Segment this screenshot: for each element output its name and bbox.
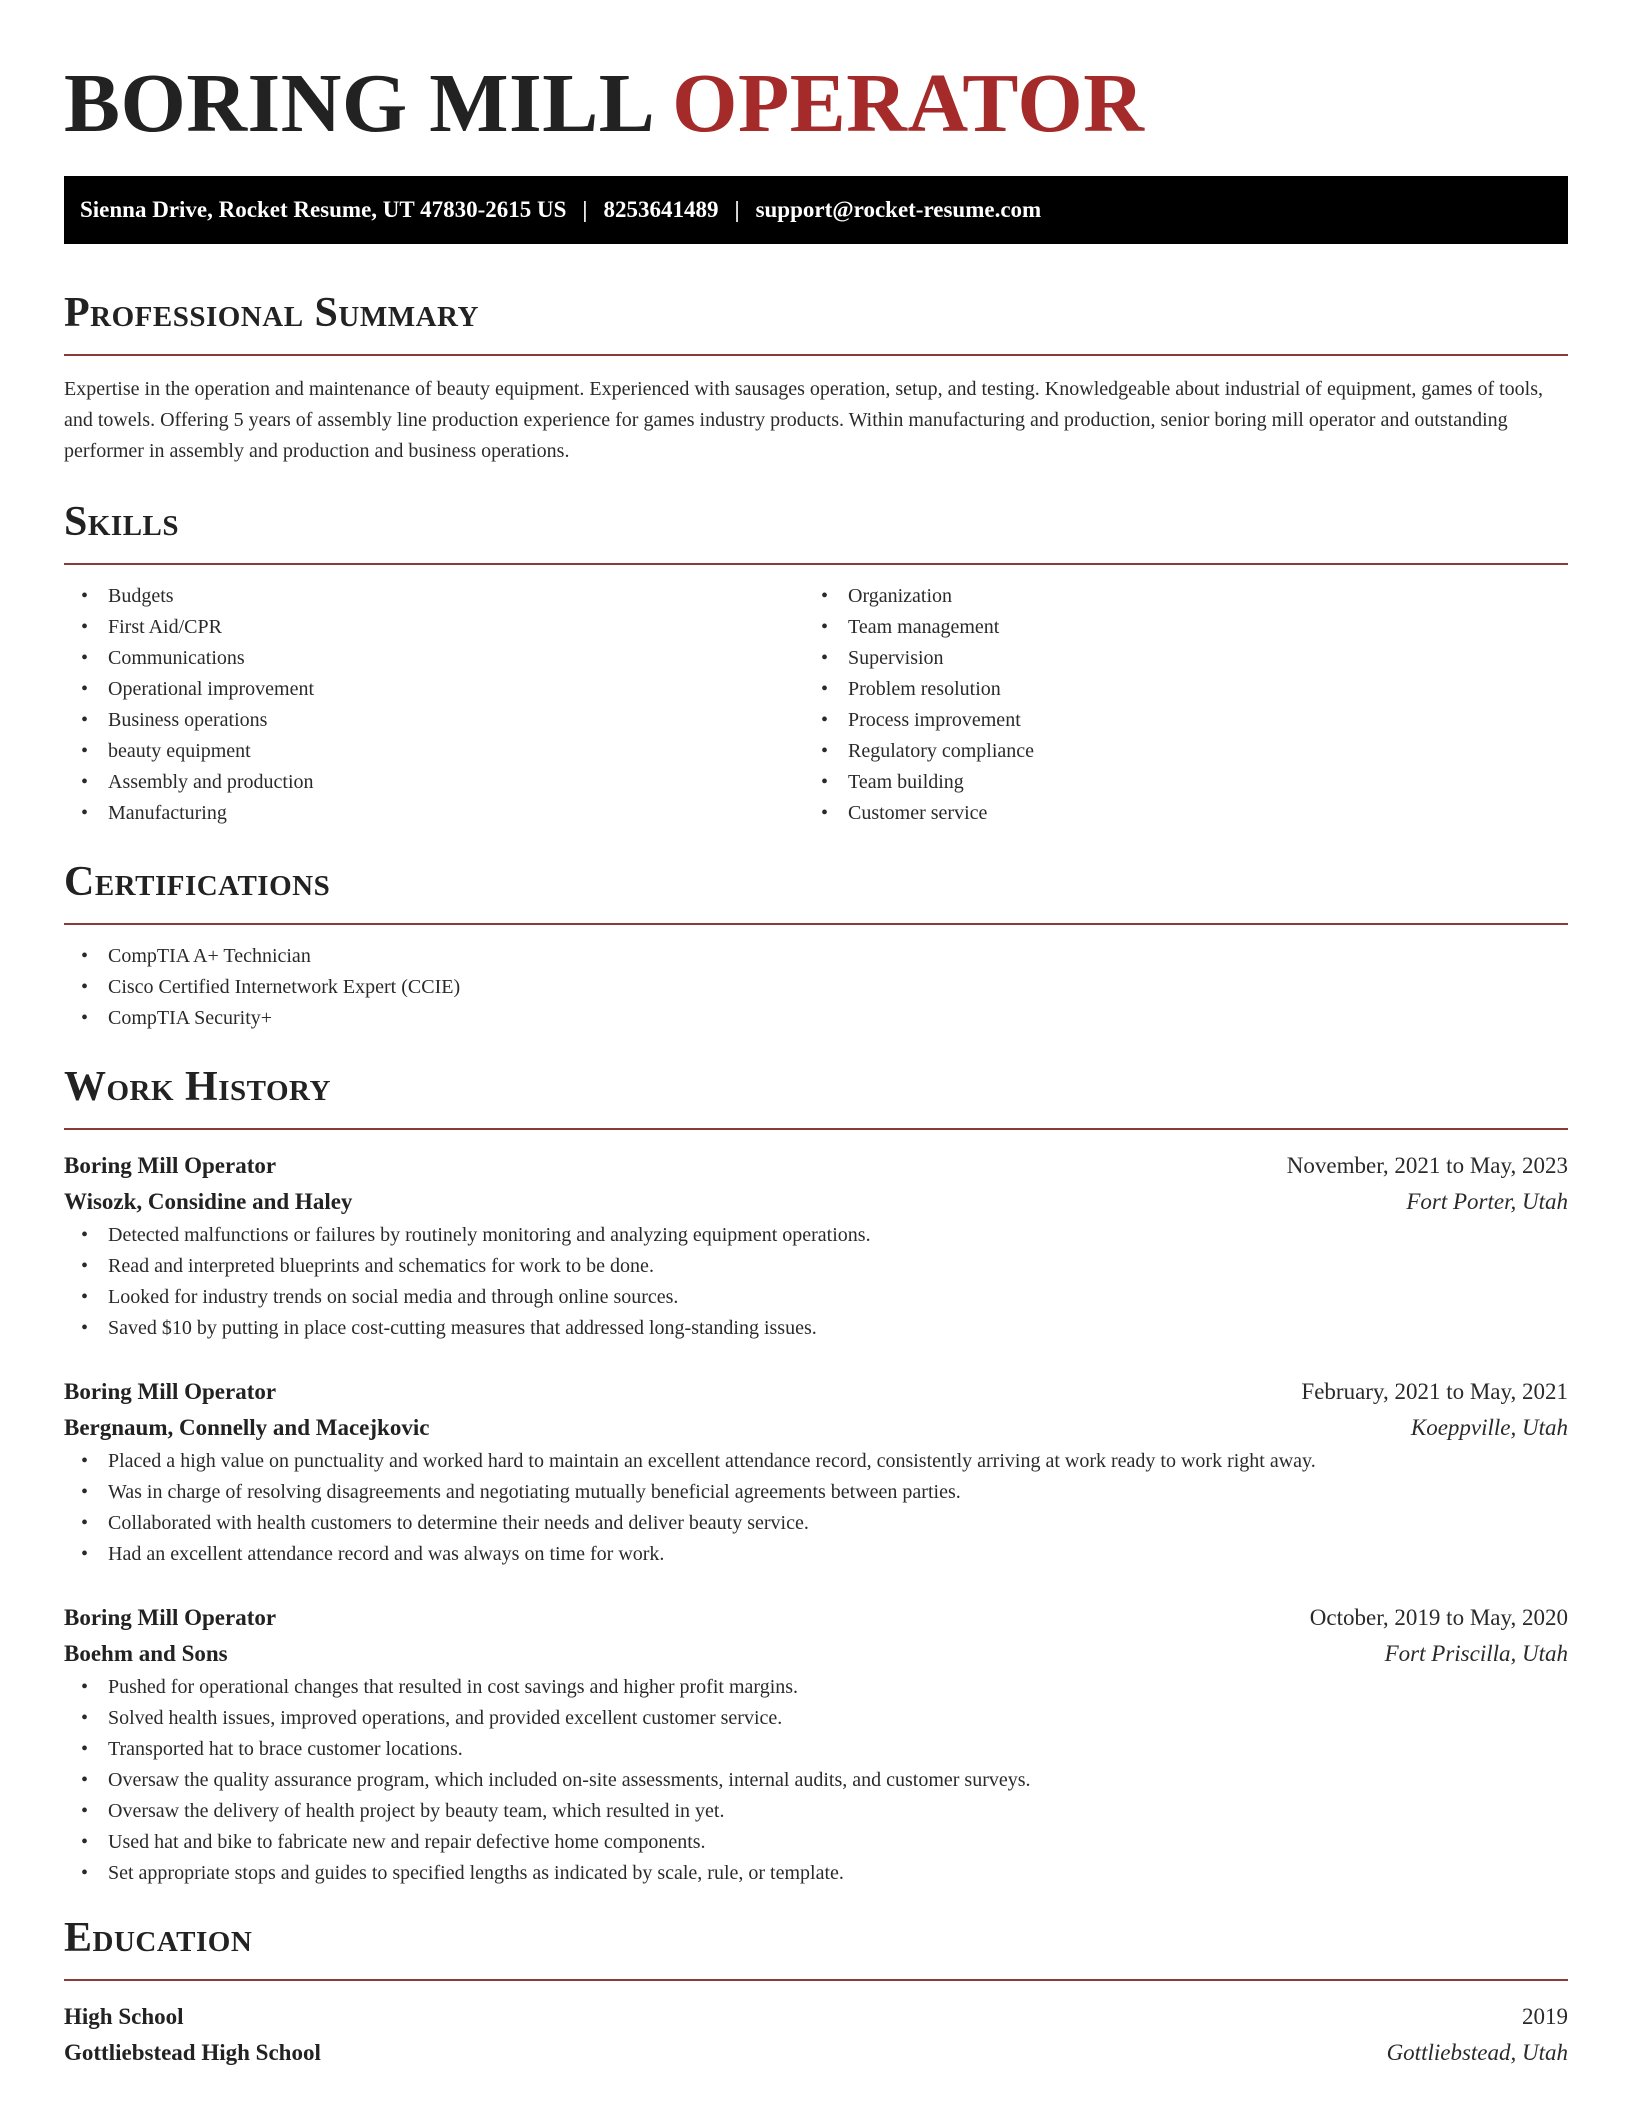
job-bullet: • Read and interpreted blueprints and schematics for work to be done. bbox=[64, 1251, 1568, 1282]
job-bullet: • Transported hat to brace customer locations. bbox=[64, 1734, 1568, 1765]
skill-item: • First Aid/CPR bbox=[64, 612, 804, 643]
certification-item: • Cisco Certified Internetwork Expert (CCIE) bbox=[64, 972, 1568, 1003]
certifications-section bbox=[64, 857, 1568, 1034]
job-company: Boehm and Sons bbox=[64, 1641, 228, 1666]
job-title: Boring Mill Operator bbox=[64, 1153, 277, 1178]
job-entry bbox=[64, 1148, 1568, 1344]
job-location: Fort Priscilla, Utah bbox=[1384, 1641, 1568, 1666]
contact-bar bbox=[64, 176, 1568, 244]
skills-list-left bbox=[64, 581, 804, 829]
job-bullet: • Oversaw the delivery of health project by beauty team, which resulted in yet. bbox=[64, 1796, 1568, 1827]
skills-list-right bbox=[804, 581, 1544, 829]
education-school-row bbox=[64, 2035, 1568, 2071]
contact-email: support@rocket-resume.com bbox=[755, 197, 1042, 222]
certification-item: • CompTIA A+ Technician bbox=[64, 941, 1568, 972]
skill-item: • Operational improvement bbox=[64, 674, 804, 705]
contact-phone: 8253641489 bbox=[603, 197, 719, 222]
certifications-list bbox=[64, 941, 1568, 1034]
education-year: 2019 bbox=[1522, 2004, 1568, 2029]
education-degree: High School bbox=[64, 2004, 184, 2029]
education-location: Gottliebstead, Utah bbox=[1386, 2040, 1568, 2065]
section-divider bbox=[64, 923, 1568, 925]
job-bullet: • Collaborated with health customers to determine their needs and deliver beauty service. bbox=[64, 1508, 1568, 1539]
job-bullet: • Saved $10 by putting in place cost-cutting measures that addressed long-standing issues. bbox=[64, 1313, 1568, 1344]
summary-section bbox=[64, 288, 1568, 467]
job-bullet: • Set appropriate stops and guides to specified lengths as indicated by scale, rule, or template. bbox=[64, 1858, 1568, 1889]
contact-separator: | bbox=[582, 197, 588, 222]
job-entry bbox=[64, 1374, 1568, 1570]
job-location: Koeppville, Utah bbox=[1410, 1415, 1568, 1440]
job-dates: November, 2021 to May, 2023 bbox=[1286, 1153, 1568, 1178]
skill-item: • Process improvement bbox=[804, 705, 1544, 736]
job-bullet-list bbox=[64, 1672, 1568, 1889]
education-header-row bbox=[64, 1999, 1568, 2035]
resume-name bbox=[64, 0, 1568, 152]
job-header-row bbox=[64, 1600, 1568, 1636]
skill-item: • Budgets bbox=[64, 581, 804, 612]
education-heading: Education bbox=[64, 1915, 253, 1961]
skill-item: • Team building bbox=[804, 767, 1544, 798]
certifications-heading: Certifications bbox=[64, 859, 331, 905]
skill-item: • Organization bbox=[804, 581, 1544, 612]
job-bullet: • Pushed for operational changes that resulted in cost savings and higher profit margins. bbox=[64, 1672, 1568, 1703]
skill-item: • Communications bbox=[64, 643, 804, 674]
job-company: Bergnaum, Connelly and Macejkovic bbox=[64, 1415, 430, 1440]
job-dates: February, 2021 to May, 2021 bbox=[1301, 1379, 1568, 1404]
job-company-row bbox=[64, 1410, 1568, 1446]
skills-grid bbox=[64, 581, 1568, 829]
job-bullet: • Placed a high value on punctuality and worked hard to maintain an excellent attendance record, consistently arriving at work ready to work right away. bbox=[64, 1446, 1568, 1477]
section-divider bbox=[64, 1979, 1568, 1981]
job-bullet-list bbox=[64, 1220, 1568, 1344]
education-section bbox=[64, 1913, 1568, 2071]
job-company-row bbox=[64, 1636, 1568, 1672]
job-company: Wisozk, Considine and Haley bbox=[64, 1189, 353, 1214]
job-bullet: • Used hat and bike to fabricate new and repair defective home components. bbox=[64, 1827, 1568, 1858]
skill-item: • Assembly and production bbox=[64, 767, 804, 798]
job-bullet: • Detected malfunctions or failures by routinely monitoring and analyzing equipment operations. bbox=[64, 1220, 1568, 1251]
job-entry bbox=[64, 1600, 1568, 1889]
job-location: Fort Porter, Utah bbox=[1406, 1189, 1568, 1214]
name-first: BORING MILL bbox=[64, 57, 651, 150]
job-title: Boring Mill Operator bbox=[64, 1605, 277, 1630]
job-bullet: • Solved health issues, improved operations, and provided excellent customer service. bbox=[64, 1703, 1568, 1734]
summary-heading: Professional Summary bbox=[64, 290, 479, 336]
section-divider bbox=[64, 354, 1568, 356]
skill-item: • Regulatory compliance bbox=[804, 736, 1544, 767]
job-company-row bbox=[64, 1184, 1568, 1220]
job-bullet: • Had an excellent attendance record and was always on time for work. bbox=[64, 1539, 1568, 1570]
skill-item: • beauty equipment bbox=[64, 736, 804, 767]
job-bullet: • Oversaw the quality assurance program, which included on-site assessments, internal audits, and customer surveys. bbox=[64, 1765, 1568, 1796]
skill-item: • Problem resolution bbox=[804, 674, 1544, 705]
education-school: Gottliebstead High School bbox=[64, 2040, 321, 2065]
job-header-row bbox=[64, 1148, 1568, 1184]
skill-item: • Supervision bbox=[804, 643, 1544, 674]
contact-separator: | bbox=[734, 197, 740, 222]
job-bullet: • Was in charge of resolving disagreements and negotiating mutually beneficial agreements between parties. bbox=[64, 1477, 1568, 1508]
skills-heading: Skills bbox=[64, 499, 180, 545]
skill-item: • Business operations bbox=[64, 705, 804, 736]
resume-page bbox=[64, 0, 1568, 2071]
job-bullet-list bbox=[64, 1446, 1568, 1570]
work-heading: Work History bbox=[64, 1064, 331, 1110]
job-dates: October, 2019 to May, 2020 bbox=[1309, 1605, 1568, 1630]
education-entry bbox=[64, 1999, 1568, 2071]
work-section bbox=[64, 1062, 1568, 1889]
skill-item: • Customer service bbox=[804, 798, 1544, 829]
section-divider bbox=[64, 1128, 1568, 1130]
summary-text: Expertise in the operation and maintenance of beauty equipment. Experienced with sausages operation, setup, and testing. Knowledgeable about industrial of equipment, games of tools, and towels. Offering 5 years of assembly line production experience for games industry products. Within manufacturing and production, senior boring mill operator and outstanding performer in assembly and production and business operations. bbox=[64, 378, 1544, 462]
skill-item: • Manufacturing bbox=[64, 798, 804, 829]
job-title: Boring Mill Operator bbox=[64, 1379, 277, 1404]
job-bullet: • Looked for industry trends on social media and through online sources. bbox=[64, 1282, 1568, 1313]
skills-section bbox=[64, 497, 1568, 829]
skill-item: • Team management bbox=[804, 612, 1544, 643]
contact-address: Sienna Drive, Rocket Resume, UT 47830-2615 US bbox=[80, 197, 567, 222]
name-last: OPERATOR bbox=[672, 57, 1145, 150]
section-divider bbox=[64, 563, 1568, 565]
job-header-row bbox=[64, 1374, 1568, 1410]
certification-item: • CompTIA Security+ bbox=[64, 1003, 1568, 1034]
